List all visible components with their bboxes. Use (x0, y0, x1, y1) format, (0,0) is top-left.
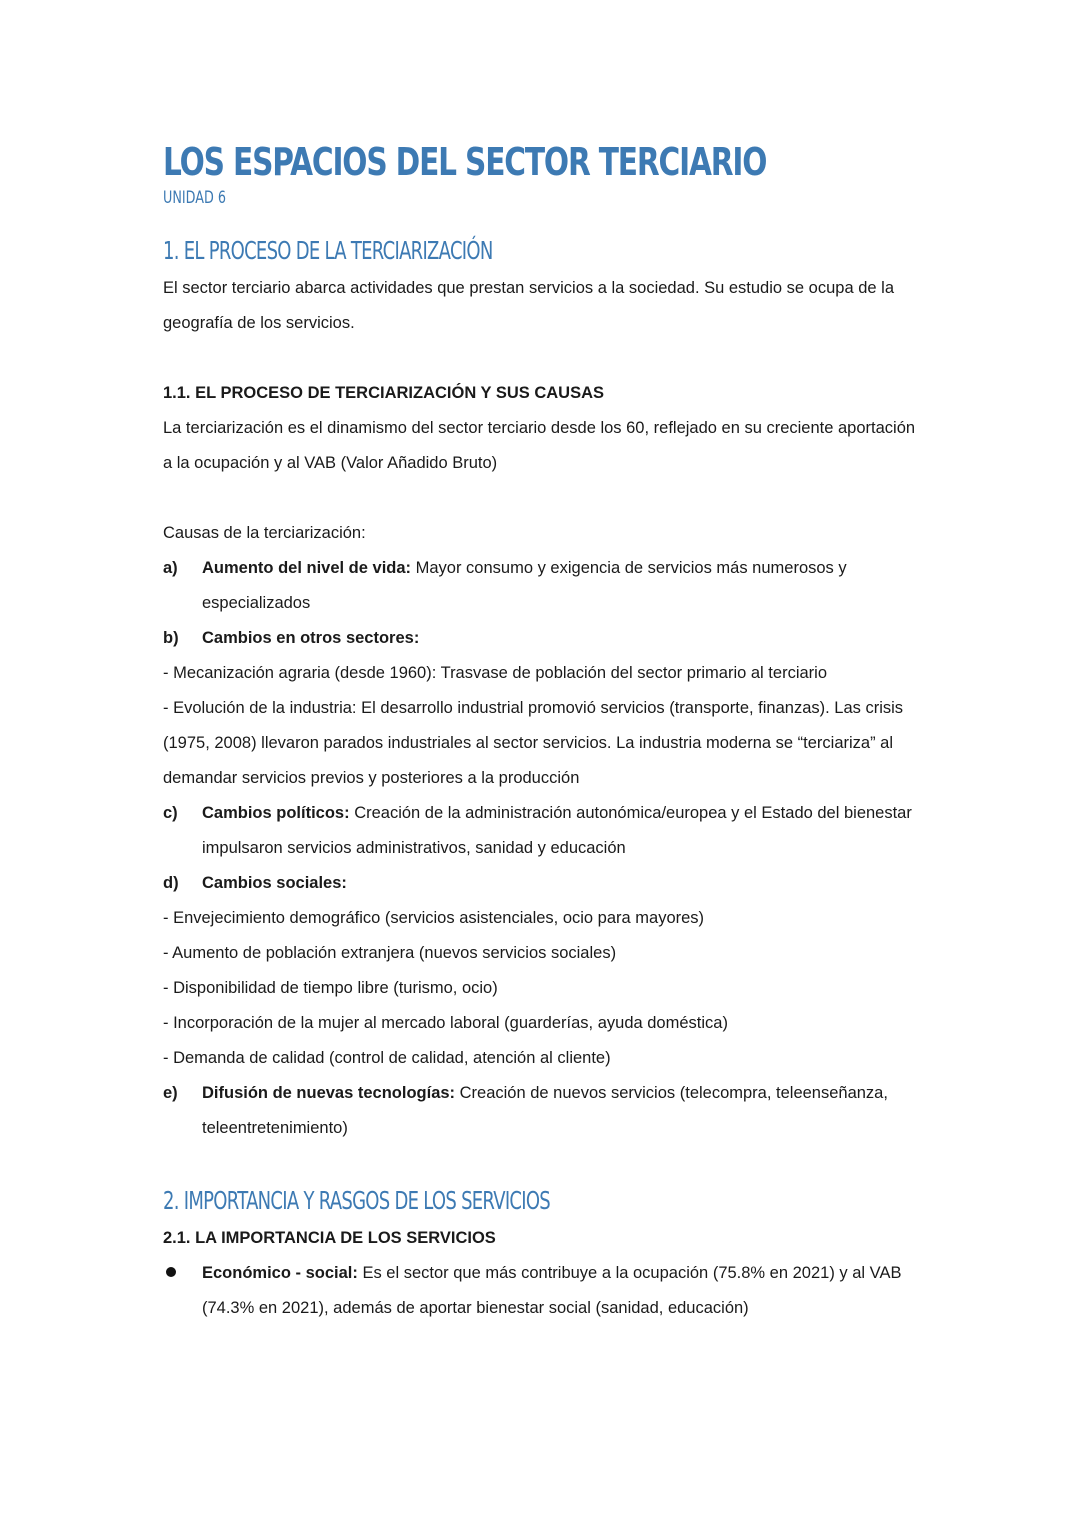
cause-d-marker: d) (163, 874, 179, 892)
cause-a-label: Aumento del nivel de vida: (202, 559, 412, 577)
subsection-1-1-heading: 1.1. EL PROCESO DE TERCIARIZACIÓN Y SUS CAUSAS (163, 384, 605, 402)
cause-c-text: Creación de la administración autonómica/europea y el Estado del bienestar impulsaron servicios administrativos, sanidad y educación (202, 804, 912, 857)
cause-a-text: Mayor consumo y exigencia de servicios más numerosos y especializados (202, 559, 847, 612)
importance-bullet-1-label: Económico - social: (202, 1264, 358, 1282)
cause-e (163, 1076, 923, 1146)
importance-bullet-1 (163, 1256, 923, 1326)
causes-intro: Causas de la terciarización: (163, 524, 366, 542)
cause-c (163, 796, 923, 866)
cause-d (163, 866, 923, 901)
page-subtitle: UNIDAD 6 (163, 188, 226, 208)
section-1-intro: El sector terciario abarca actividades que prestan servicios a la sociedad. Su estudio se ocupa de la geografía de los servicios. (163, 279, 894, 332)
cause-b-marker: b) (163, 629, 179, 647)
bullet-dot-icon (163, 1256, 202, 1326)
cause-a (163, 551, 923, 621)
cause-d-line-4: - Incorporación de la mujer al mercado laboral (guarderías, ayuda doméstica) (163, 1014, 728, 1032)
subsection-2-1-heading: 2.1. LA IMPORTANCIA DE LOS SERVICIOS (163, 1229, 496, 1247)
cause-e-text: Creación de nuevos servicios (telecompra, teleenseñanza, teleentretenimiento) (202, 1084, 888, 1137)
cause-e-marker: e) (163, 1084, 178, 1102)
cause-b-label: Cambios en otros sectores: (202, 629, 420, 647)
subsection-1-1-text: La terciarización es el dinamismo del sector terciario desde los 60, reflejado en su creciente aportación a la ocupación y al VAB (Valor Añadido Bruto) (163, 419, 916, 472)
cause-b-line-2: - Evolución de la industria: El desarrollo industrial promovió servicios (transporte, finanzas). Las crisis (1975, 2008) llevaron parados industriales al sector servicios. La industria moderna se “terciariza” al demandar servicios previos y posteriores a la producción (163, 699, 904, 787)
cause-d-line-5: - Demanda de calidad (control de calidad, atención al cliente) (163, 1049, 611, 1067)
section-1-heading: 1. EL PROCESO DE LA TERCIARIZACIÓN (163, 236, 493, 265)
cause-c-marker: c) (163, 804, 178, 822)
cause-b (163, 621, 923, 656)
cause-d-line-2: - Aumento de población extranjera (nuevos servicios sociales) (163, 944, 617, 962)
importance-bullet-1-text: Es el sector que más contribuye a la ocupación (75.8% en 2021) y al VAB (74.3% en 2021), además de aportar bienestar social (sanidad, educación) (202, 1264, 902, 1317)
cause-d-line-3: - Disponibilidad de tiempo libre (turismo, ocio) (163, 979, 498, 997)
section-2-heading: 2. IMPORTANCIA Y RASGOS DE LOS SERVICIOS (163, 1186, 551, 1215)
document-content (163, 138, 923, 1326)
cause-e-label: Difusión de nuevas tecnologías: (202, 1084, 456, 1102)
cause-a-marker: a) (163, 559, 178, 577)
cause-b-line-1: - Mecanización agraria (desde 1960): Trasvase de población del sector primario al terciario (163, 664, 827, 682)
page-title: LOS ESPACIOS DEL SECTOR TERCIARIO (163, 140, 767, 184)
cause-d-line-1: - Envejecimiento demográfico (servicios asistenciales, ocio para mayores) (163, 909, 705, 927)
cause-d-label: Cambios sociales: (202, 874, 347, 892)
cause-c-label: Cambios políticos: (202, 804, 350, 822)
